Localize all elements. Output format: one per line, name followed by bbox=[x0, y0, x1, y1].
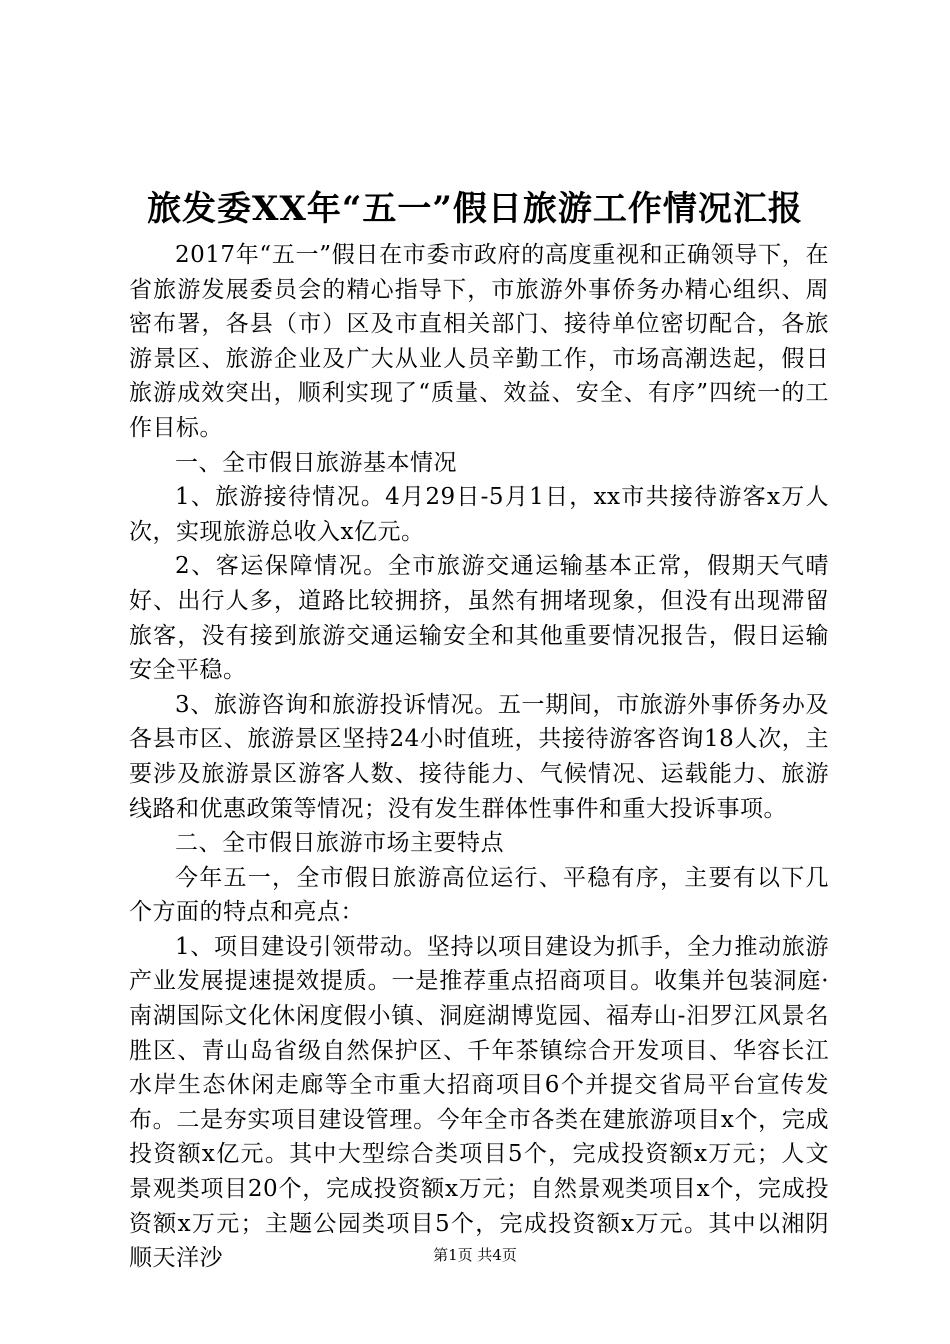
paragraph-reception: 1、旅游接待情况。4月29日-5月1日，xx市共接待游客x万人次，实现旅游总收入x亿元。 bbox=[129, 484, 829, 545]
paragraph-intro: 2017年“五一”假日在市委市政府的高度重视和正确领导下，在省旅游发展委员会的精心指导下，市旅游外事侨务办精心组织、周密布署，各县（市）区及市直相关部门、接待单位密切配合，各旅游景区、旅游企业及广大从业人员辛勤工作，市场高潮迭起，假日旅游成效突出，顺利实现了“质量、效益、安全、有序”四统一的工作目标。 bbox=[129, 242, 829, 441]
page-footer: 第1页 共4页 bbox=[433, 1246, 517, 1264]
paragraph-features-intro: 今年五一，全市假日旅游高位运行、平稳有序，主要有以下几个方面的特点和亮点： bbox=[129, 864, 829, 926]
paragraph-transport: 2、客运保障情况。全市旅游交通运输基本正常，假期天气晴好、出行人多，道路比较拥挤，虽然有拥堵现象，但没有出现滞留旅客，没有接到旅游交通运输安全和其他重要情况报告，假日运输安全平稳。 bbox=[129, 553, 829, 684]
paragraph-consultation: 3、旅游咨询和旅游投诉情况。五一期间，市旅游外事侨务办及各县市区、旅游景区坚持24小时值班，共接待游客咨询18人次，主要涉及旅游景区游客人数、接待能力、气候情况、运载能力、旅游线路和优惠政策等情况；没有发生群体性事件和重大投诉事项。 bbox=[129, 691, 829, 822]
section-heading-1: 一、全市假日旅游基本情况 bbox=[175, 449, 457, 476]
document-body bbox=[129, 238, 829, 1276]
document-title: 旅发委XX年“五一”假日旅游工作情况汇报 bbox=[147, 189, 803, 229]
section-heading-2: 二、全市假日旅游市场主要特点 bbox=[175, 830, 504, 857]
paragraph-projects: 1、项目建设引领带动。坚持以项目建设为抓手，全力推动旅游产业发展提速提效提质。一是推荐重点招商项目。收集并包装洞庭·南湖国际文化休闲度假小镇、洞庭湖博览园、福寿山-汨罗江风景名胜区、青山岛省级自然保护区、千年茶镇综合开发项目、华容长江水岸生态休闲走廊等全市重大招商项目6个并提交省局平台宣传发布。二是夯实项目建设管理。今年全市各类在建旅游项目x个，完成投资额x亿元。其中大型综合类项目5个，完成投资额x万元；人文景观类项目20个，完成投资额x万元；自然景观类项目x个，完成投资额x万元；主题公园类项目5个，完成投资额x万元。其中以湘阴顺天洋沙 bbox=[129, 933, 829, 1272]
